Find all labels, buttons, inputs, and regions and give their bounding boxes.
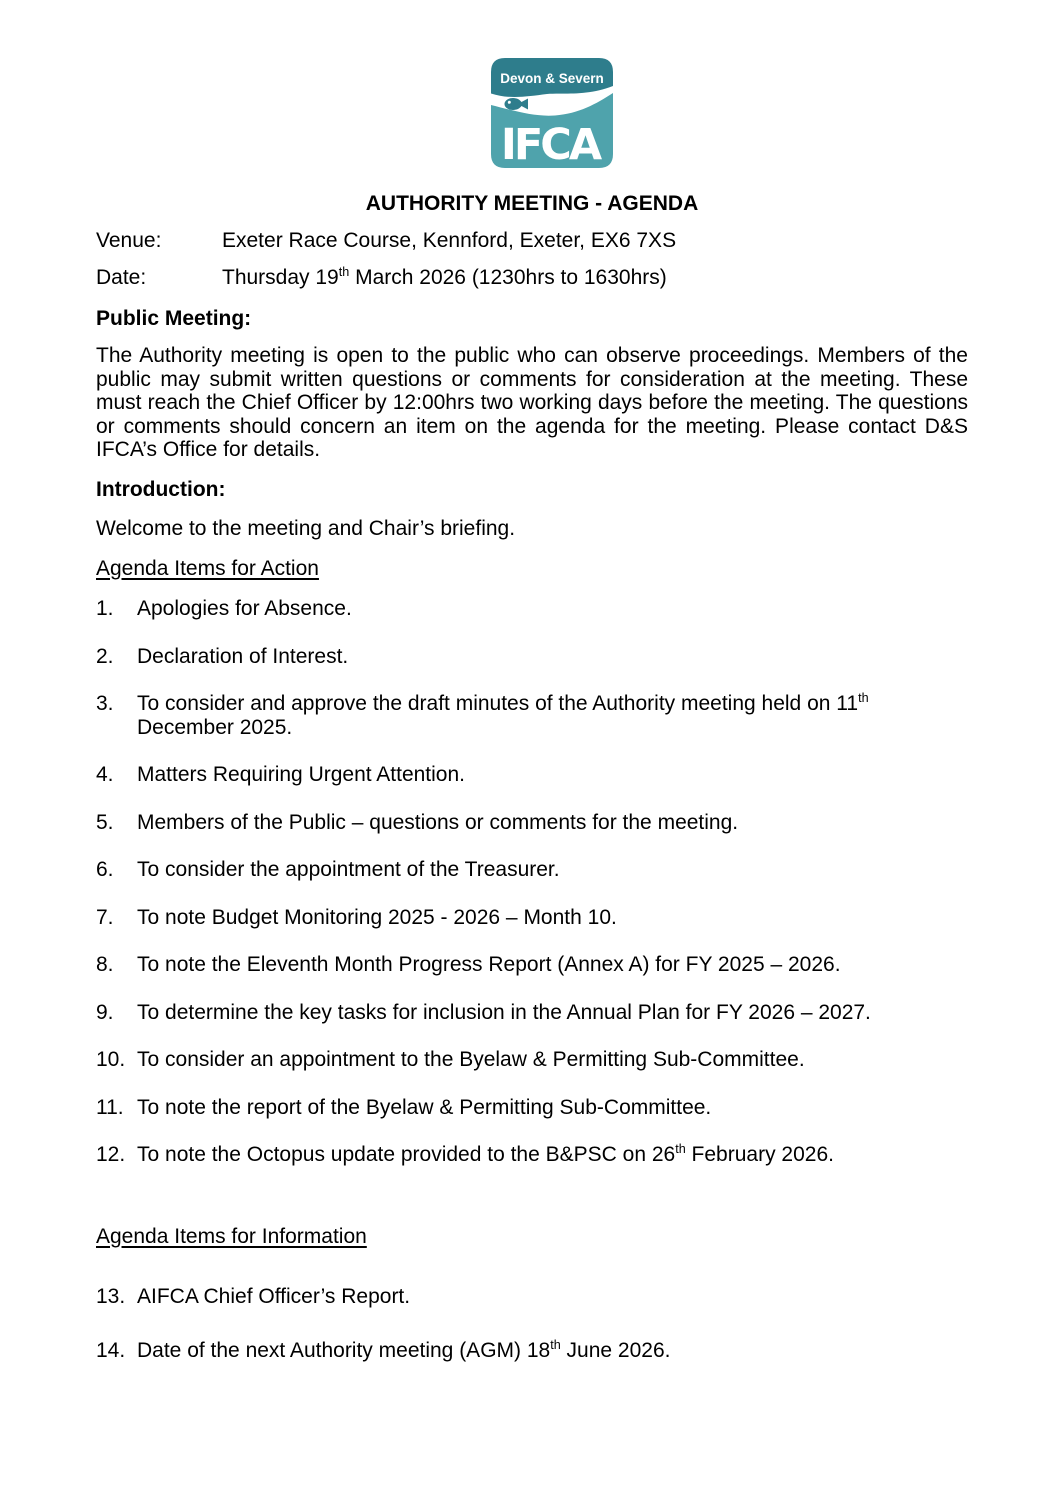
agenda-item	[96, 811, 968, 835]
agenda-item	[96, 1096, 968, 1120]
public-meeting-heading: Public Meeting:	[96, 306, 252, 330]
venue-row	[96, 229, 968, 253]
agenda-item	[96, 597, 968, 621]
agenda-action-list	[96, 597, 968, 1167]
agenda-item-text: To note Budget Monitoring 2025 - 2026 – Month 10.	[137, 905, 617, 929]
agenda-item-number: 8.	[96, 953, 114, 976]
agenda-item	[96, 953, 968, 977]
page-title: AUTHORITY MEETING - AGENDA	[365, 192, 699, 215]
agenda-item	[96, 1339, 968, 1363]
agenda-item-number: 12.	[96, 1143, 126, 1166]
logo-main-text: IFCA	[500, 120, 600, 168]
fish-icon	[505, 98, 529, 110]
agenda-item-number: 3.	[96, 692, 114, 715]
date-row	[96, 266, 968, 290]
agenda-item	[96, 1285, 968, 1309]
agenda-item-number: 14.	[96, 1338, 126, 1362]
agenda-information-list	[96, 1285, 968, 1362]
agenda-item-number: 13.	[96, 1285, 126, 1308]
agenda-item	[96, 692, 968, 739]
agenda-item-text: To consider and approve the draft minutes of the Authority meeting held on 11th December 2025.	[137, 691, 869, 739]
agenda-item-text: To determine the key tasks for inclusion in the Annual Plan for FY 2026 – 2027.	[137, 1000, 871, 1024]
ifca-logo-graphic	[491, 58, 613, 168]
agenda-item	[96, 858, 968, 882]
agenda-item	[96, 906, 968, 930]
agenda-item-text: Date of the next Authority meeting (AGM) 18th June 2026.	[137, 1337, 671, 1362]
public-meeting-paragraph: The Authority meeting is open to the public who can observe proceedings. Members of the public may submit written questions or comments for consideration at the meeting. These must reach the Chief Officer by 12:00hrs two working days before the meeting. The questions or comments should concern an item on the agenda for the meeting. Please contact D&S IFCA’s Office for details.	[96, 344, 968, 461]
agenda-action-heading: Agenda Items for Action	[96, 556, 319, 580]
agenda-item-number: 1.	[96, 597, 114, 620]
agenda-item-text: Declaration of Interest.	[137, 644, 349, 668]
agenda-item-text: To note the report of the Byelaw & Permitting Sub-Committee.	[137, 1095, 712, 1119]
agenda-item-number: 5.	[96, 810, 114, 834]
date-value: Thursday 19th March 2026 (1230hrs to 1630hrs)	[222, 265, 667, 289]
agenda-item-text: To consider an appointment to the Byelaw & Permitting Sub-Committee.	[137, 1048, 805, 1071]
agenda-item-number: 11.	[96, 1095, 124, 1119]
agenda-item-number: 2.	[96, 644, 114, 668]
agenda-item-text: Members of the Public – questions or comments for the meeting.	[137, 810, 739, 834]
agenda-item	[96, 1143, 968, 1167]
agenda-item-number: 9.	[96, 1000, 114, 1024]
venue-label: Venue:	[96, 228, 162, 252]
agenda-item	[96, 763, 968, 787]
agenda-item-text: Apologies for Absence.	[137, 597, 352, 620]
agenda-item-text: Matters Requiring Urgent Attention.	[137, 763, 466, 786]
agenda-item-text: AIFCA Chief Officer’s Report.	[137, 1285, 411, 1308]
agenda-item-number: 6.	[96, 858, 114, 881]
date-label: Date:	[96, 266, 147, 289]
ifca-logo	[491, 58, 613, 168]
agenda-item	[96, 645, 968, 669]
agenda-information-heading: Agenda Items for Information	[96, 1224, 367, 1248]
agenda-item-number: 4.	[96, 763, 114, 786]
introduction-heading: Introduction:	[96, 477, 226, 501]
agenda-item	[96, 1001, 968, 1025]
agenda-item-text: To note the Octopus update provided to the B&PSC on 26th February 2026.	[137, 1142, 834, 1166]
venue-value: Exeter Race Course, Kennford, Exeter, EX6 7XS	[222, 228, 677, 252]
agenda-item	[96, 1048, 968, 1072]
agenda-item-text: To consider the appointment of the Treasurer.	[137, 858, 560, 881]
introduction-text: Welcome to the meeting and Chair’s briefing.	[96, 517, 516, 540]
agenda-item-number: 10.	[96, 1048, 126, 1071]
logo-top-text: Devon & Severn	[500, 71, 604, 86]
agenda-item-text: To note the Eleventh Month Progress Report (Annex A) for FY 2025 – 2026.	[137, 953, 841, 976]
agenda-item-number: 7.	[96, 905, 114, 929]
